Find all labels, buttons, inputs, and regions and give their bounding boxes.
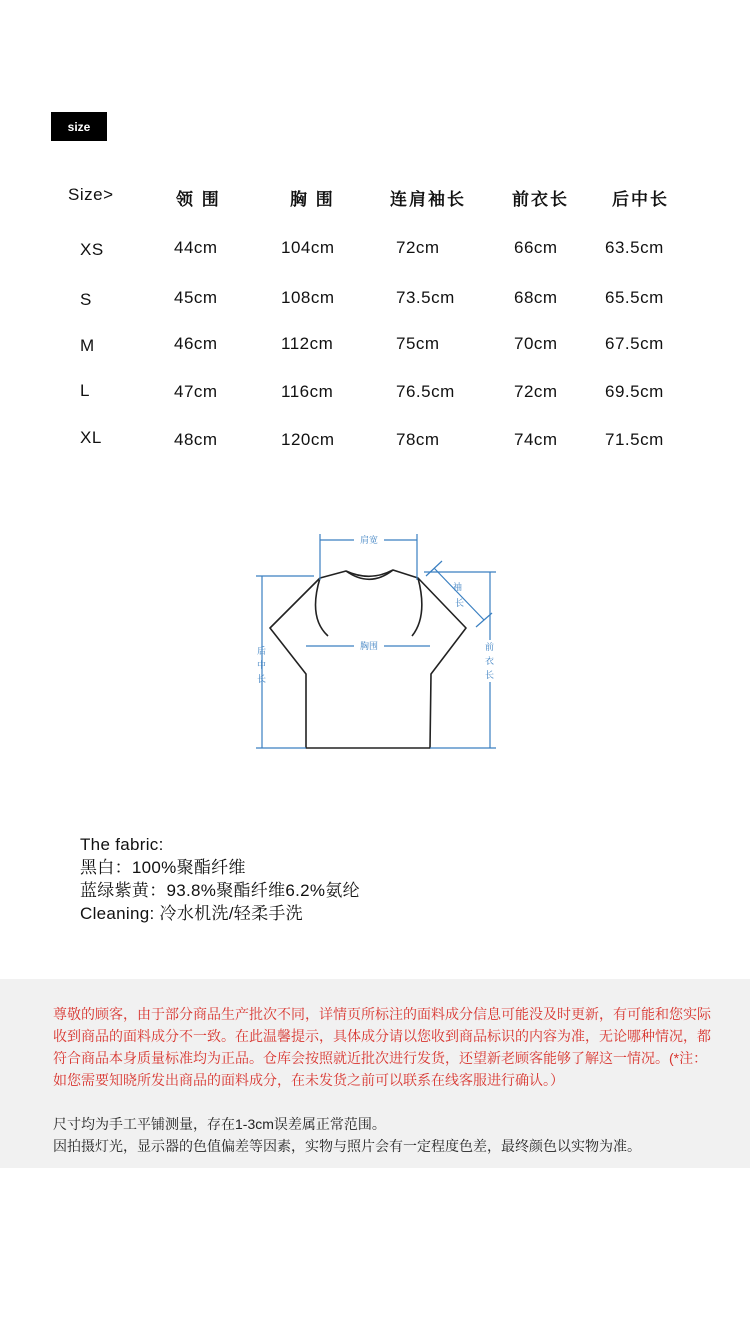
back-label-3: 长: [257, 675, 267, 685]
table-cell: 112cm: [281, 334, 334, 353]
header-collar: 领 围: [176, 190, 221, 209]
fabric-line-2: 蓝绿紫黄：93.8%聚酯纤维6.2%氨纶: [80, 881, 360, 900]
table-cell: 44cm: [174, 238, 218, 257]
fabric-line-1: 黑白：100%聚酯纤维: [80, 858, 246, 877]
back-label-2: 中: [257, 661, 267, 671]
tshirt-diagram: [248, 528, 498, 758]
table-cell: 71.5cm: [605, 430, 664, 449]
fabric-title: The fabric:: [80, 835, 164, 854]
header-size: Size>: [68, 185, 114, 204]
table-cell: 69.5cm: [605, 382, 664, 401]
fabric-line-3: Cleaning: 冷水机洗/轻柔手洗: [80, 904, 303, 923]
front-label-1: 前: [485, 643, 495, 653]
table-cell: 120cm: [281, 430, 335, 449]
notice-measure-text: 尺寸均为手工平铺测量，存在1-3cm误差属正常范围。: [53, 1116, 386, 1132]
table-cell: 72cm: [514, 382, 558, 401]
table-cell: 66cm: [514, 238, 558, 257]
table-cell: 70cm: [514, 334, 558, 353]
table-cell: L: [80, 381, 90, 400]
table-cell: 78cm: [396, 430, 440, 449]
size-badge: size: [51, 112, 107, 141]
table-cell: 76.5cm: [396, 382, 455, 401]
header-chest: 胸 围: [290, 190, 335, 209]
table-cell: XS: [80, 240, 104, 259]
header-front-length: 前衣长: [512, 190, 569, 209]
header-sleeve: 连肩袖长: [390, 190, 466, 209]
table-cell: S: [80, 290, 92, 309]
chest-label: 胸围: [359, 642, 379, 652]
table-cell: 63.5cm: [605, 238, 664, 257]
notice-red-text: 尊敬的顾客，由于部分商品生产批次不同，详情页所标注的面料成分信息可能没及时更新，有可能和您实际收到商品的面料成分不一致。在此温馨提示，具体成分请以您收到商品标识的内容为准，无论哪种情况，都符合商品本身质量标准均为正品。仓库会按照就近批次进行发货，还望新老顾客能够了解这一情况。(*注：如您需要知晓所发出商品的面料成分，在未发货之前可以联系在线客服进行确认。）: [53, 1006, 711, 1088]
table-cell: 48cm: [174, 430, 218, 449]
table-cell: 74cm: [514, 430, 558, 449]
tshirt-outline: [270, 570, 466, 748]
table-cell: 75cm: [396, 334, 440, 353]
sleeve-label-2: 长: [455, 599, 465, 609]
table-cell: 116cm: [281, 382, 334, 401]
table-cell: 65.5cm: [605, 288, 664, 307]
back-label-1: 后: [257, 647, 267, 657]
fabric-info: [80, 833, 360, 925]
table-cell: 47cm: [174, 382, 218, 401]
table-cell: 45cm: [174, 288, 218, 307]
table-cell: 104cm: [281, 238, 335, 257]
sleeve-label-1: 袖: [453, 583, 463, 593]
notice-color-text: 因拍摄灯光，显示器的色值偏差等因素，实物与照片会有一定程度色差，最终颜色以实物为准。: [53, 1138, 641, 1154]
table-cell: 46cm: [174, 334, 218, 353]
table-cell: 73.5cm: [396, 288, 455, 307]
shoulder-label: 肩宽: [359, 536, 379, 546]
front-label-3: 长: [485, 671, 495, 681]
table-cell: 108cm: [281, 288, 335, 307]
table-cell: 68cm: [514, 288, 558, 307]
header-back-length: 后中长: [612, 190, 669, 209]
table-cell: M: [80, 336, 95, 355]
table-cell: XL: [80, 428, 102, 447]
table-cell: 67.5cm: [605, 334, 664, 353]
table-cell: 72cm: [396, 238, 440, 257]
front-label-2: 衣: [485, 657, 495, 667]
